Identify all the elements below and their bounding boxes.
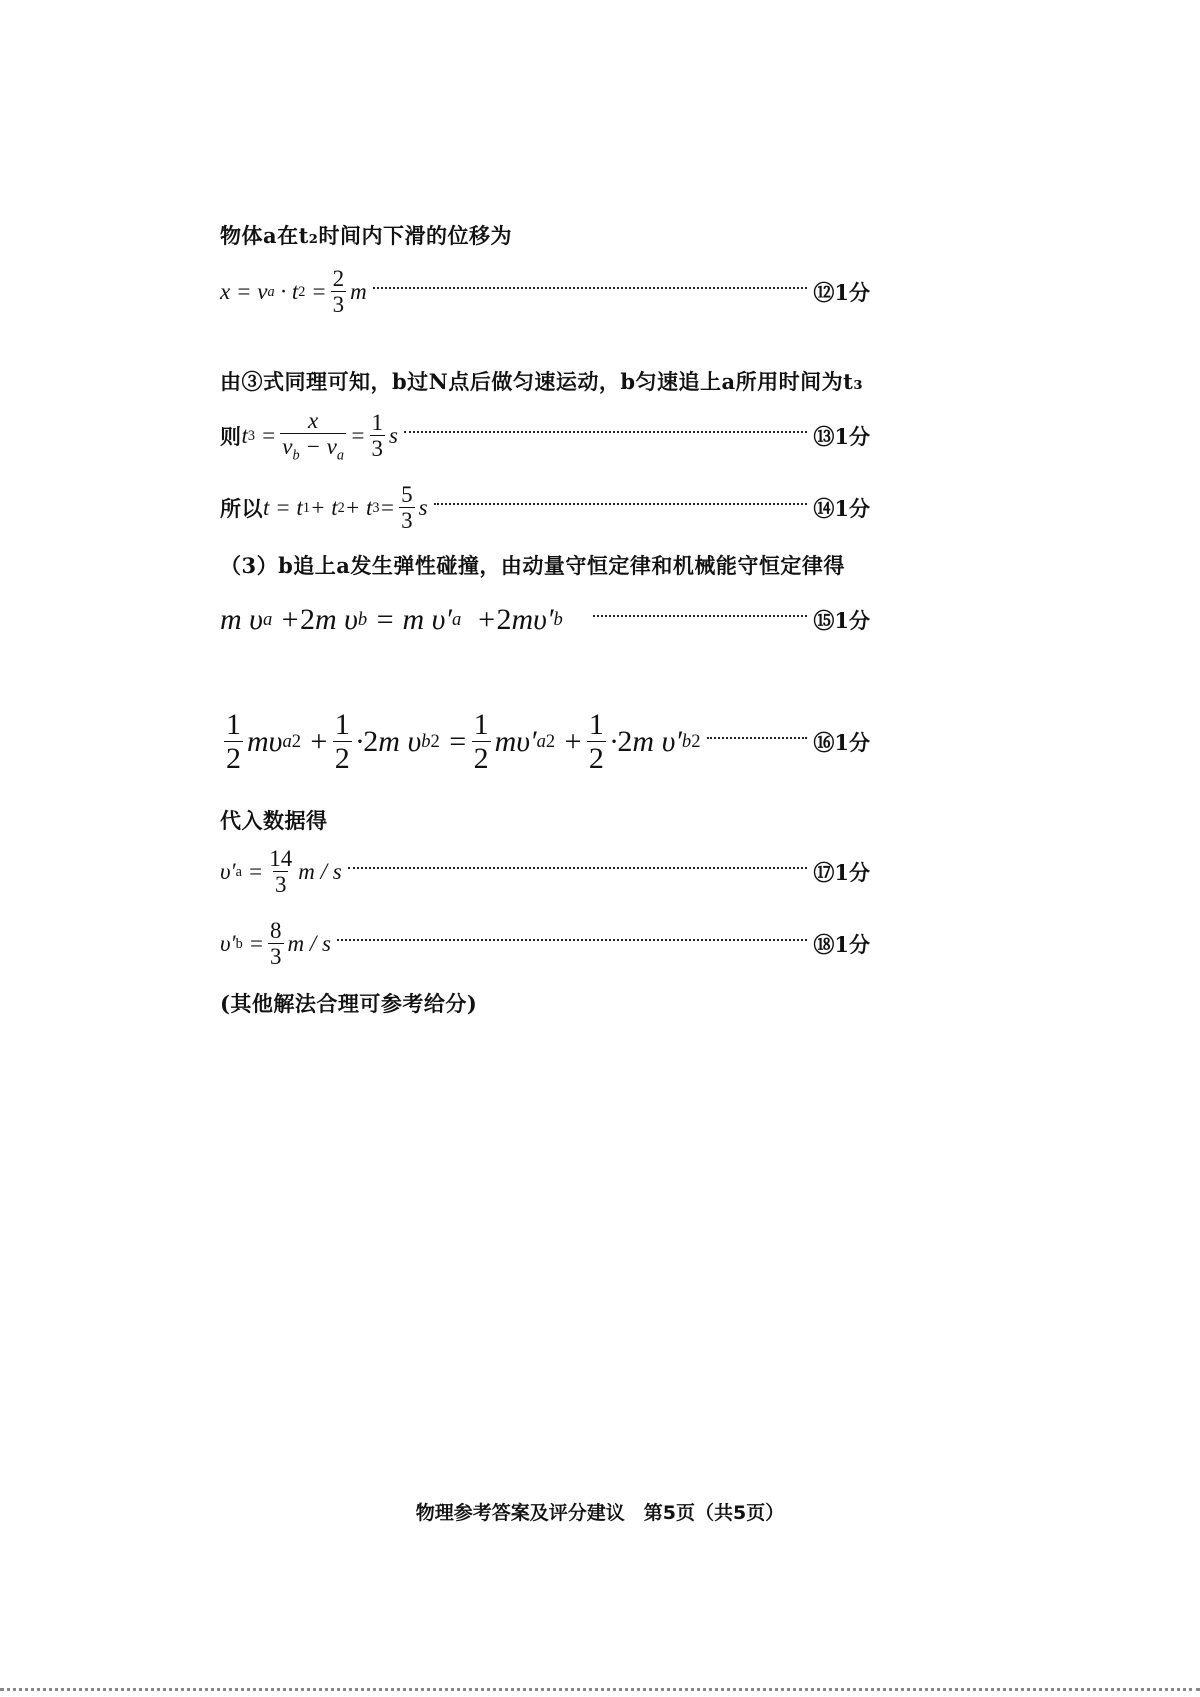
leader-dots (373, 287, 808, 289)
score-mark-12: ⑫1分 (813, 280, 870, 306)
equation-14: 所以 t = t 1 + t 2 + t 3 = $\frac{5}{3}$ s ⑭1分 (220, 482, 870, 534)
leader-dots (348, 867, 808, 869)
equation-15-formula: m υ a + 2 m υ b = m υ′ a + 2 mυ′ b (220, 603, 563, 636)
equation-13: 则 t 3 = $\frac{x}{v_b - v_a}$ = $\frac{1}{3}$ s ⑬1分 (220, 408, 870, 464)
page-footer: 物理参考答案及评分建议 第5页（共5页） (415, 1502, 785, 1524)
text-other-methods: (其他解法合理可参考给分) (220, 991, 478, 1016)
score-mark-18: ⑱1分 (813, 932, 870, 958)
equation-13-formula: t 3 = $\frac{x}{v_b - v_a}$ = $\frac{1}{3}$ s (241, 408, 398, 464)
equation-16 (220, 708, 870, 777)
equation-16-formula: $\frac{1}{2}$ mυ a 2 + $\frac{1}{2}$ · 2 m υ b 2 = $\frac{1}{2}$ mυ′ a 2 + $\frac{1}{2}$ · 2 m υ′ b 2 (226, 708, 701, 775)
equation-18-formula: υ′ b = $\frac{8}{3}$ m / s (220, 918, 331, 970)
equation-12 (220, 266, 870, 319)
equation-18 (220, 918, 870, 971)
score-mark-13: ⑬1分 (813, 424, 870, 450)
score-mark-16: ⑯1分 (813, 730, 870, 756)
leader-dots (593, 615, 808, 617)
equation-14-formula: t = t 1 + t 2 + t 3 = $\frac{5}{3}$ s (263, 482, 428, 534)
leader-dots (404, 431, 807, 433)
leader-dots (434, 503, 808, 505)
leader-dots (707, 737, 808, 739)
equation-17-formula: υ′ a = $\frac{14}{3}$ m / s (220, 846, 342, 898)
equation-15 (220, 603, 870, 637)
text-uniform-motion: 由③式同理可知，b过N点后做匀速运动，b匀速追上a所用时间为t₃ (220, 369, 864, 394)
text-substitute: 代入数据得 (220, 808, 328, 833)
equation-17 (220, 846, 870, 899)
text-collision-intro: （3）b追上a发生弹性碰撞，由动量守恒定律和机械能守恒定律得 (220, 553, 845, 578)
score-mark-17: ⑰1分 (813, 860, 870, 886)
score-mark-14: ⑭1分 (813, 496, 870, 522)
equation-12-formula: x = v a · t 2 = $\frac{2}{3}$ m (220, 266, 367, 318)
scan-edge-line (0, 1688, 1200, 1697)
score-mark-15: ⑮1分 (813, 608, 870, 633)
leader-dots (337, 939, 807, 941)
text-displacement-intro: 物体a在t₂时间内下滑的位移为 (220, 223, 513, 248)
